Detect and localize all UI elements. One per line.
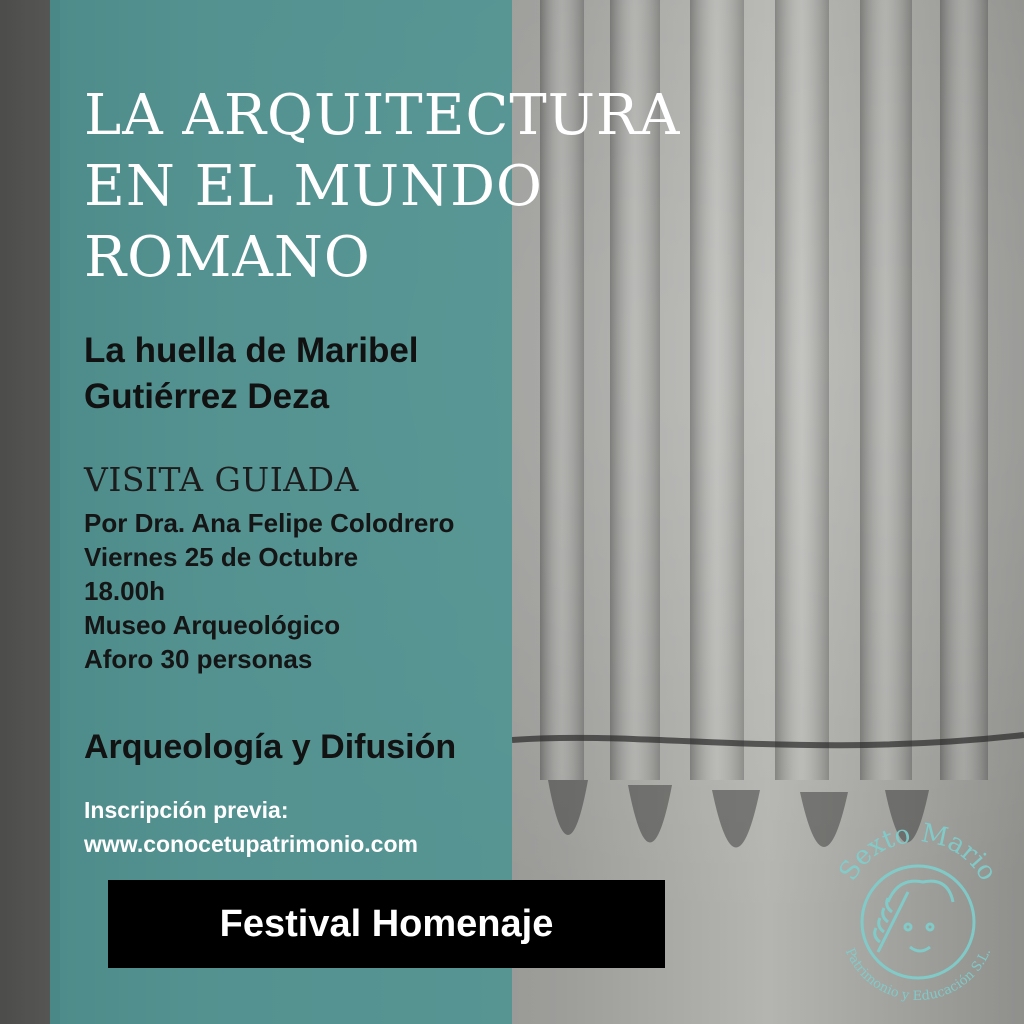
registration-info	[84, 793, 418, 861]
logo-bottom-text: Patrimonio y Educación S.L.	[841, 946, 995, 1005]
logo-top-text: Sexto Mario	[833, 818, 1003, 887]
event-subtitle	[84, 328, 544, 420]
registration-url[interactable]: www.conocetupatrimonio.com	[84, 831, 418, 857]
event-tagline: Arqueología y Difusión	[84, 728, 457, 766]
subtitle-line-1: La huella de Maribel	[84, 331, 419, 370]
title-line-3: ROMANO	[84, 225, 371, 290]
subtitle-line-2: Gutiérrez Deza	[84, 377, 330, 416]
registration-label: Inscripción previa:	[84, 797, 289, 823]
event-date: Viernes 25 de Octubre	[84, 542, 359, 572]
event-time: 18.00h	[84, 576, 165, 606]
title-line-2: EN EL MUNDO	[84, 154, 543, 219]
event-type: VISITA GUIADA	[84, 460, 359, 499]
event-title	[84, 80, 724, 293]
sexto-mario-logo	[818, 802, 1018, 1012]
event-capacity: Aforo 30 personas	[84, 644, 313, 674]
title-line-1: LA ARQUITECTURA	[84, 83, 681, 148]
festival-banner: Festival Homenaje	[108, 880, 665, 968]
event-venue: Museo Arqueológico	[84, 610, 341, 640]
event-details	[84, 506, 454, 676]
event-speaker: Por Dra. Ana Felipe Colodrero	[84, 508, 455, 538]
